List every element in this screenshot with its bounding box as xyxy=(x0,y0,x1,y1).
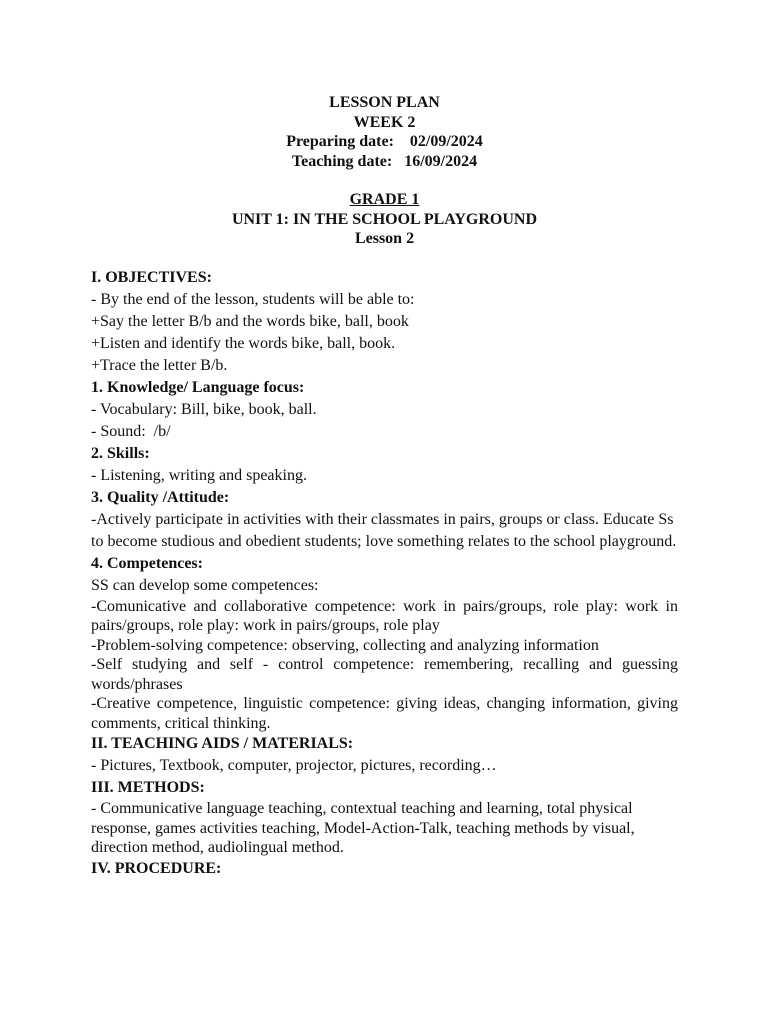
lesson-plan-document xyxy=(91,93,678,880)
competence-item: -Comunicative and collaborative competence: work in pairs/groups, role play: work in pairs/groups, role play: work in pairs/groups, role play xyxy=(91,597,678,634)
competences-intro: SS can develop some competences: xyxy=(91,576,319,594)
objectives-intro: - By the end of the lesson, students will be able to: xyxy=(91,290,415,308)
objectives-heading: I. OBJECTIVES: xyxy=(91,268,212,286)
quality-heading: 3. Quality /Attitude: xyxy=(91,488,230,506)
methods-text: - Communicative language teaching, contextual teaching and learning, total physical response, games activities teaching, Model-Action-Talk, teaching methods by visual, direction method, audiolingual method. xyxy=(91,800,635,856)
teaching-aids-text: - Pictures, Textbook, computer, projector, pictures, recording… xyxy=(91,757,497,774)
knowledge-heading: 1. Knowledge/ Language focus: xyxy=(91,378,305,396)
methods-heading: III. METHODS: xyxy=(91,779,205,796)
vocabulary-line: - Vocabulary: Bill, bike, book, ball. xyxy=(91,400,317,418)
objective-item: +Trace the letter B/b. xyxy=(91,356,228,374)
unit-title: UNIT 1: IN THE SCHOOL PLAYGROUND xyxy=(231,210,538,228)
objective-item: +Listen and identify the words bike, ball, book. xyxy=(91,334,396,352)
skills-text: - Listening, writing and speaking. xyxy=(91,466,307,484)
competence-item: -Self studying and self - control competence: remembering, recalling and guessing words/phrases xyxy=(91,656,678,693)
unit-header xyxy=(91,190,678,249)
teaching-date: Teaching date: 16/09/2024 xyxy=(291,152,478,170)
quality-text: -Actively participate in activities with their classmates in pairs, groups or class. Educate Ss to become studious and obedient students; love something relates to the school playground. xyxy=(91,510,677,550)
objective-item: +Say the letter B/b and the words bike, ball, book xyxy=(91,312,409,330)
teaching-aids-heading: II. TEACHING AIDS / MATERIALS: xyxy=(91,735,354,752)
sound-line: - Sound: /b/ xyxy=(91,422,171,440)
preparing-date: Preparing date: 02/09/2024 xyxy=(286,133,483,150)
spacer xyxy=(91,171,678,190)
doc-title: LESSON PLAN xyxy=(329,94,440,111)
competence-item: -Creative competence, linguistic competence: giving ideas, changing information, giving comments, critical thinking. xyxy=(91,695,678,732)
competence-item: -Problem-solving competence: observing, collecting and analyzing information xyxy=(91,636,599,654)
week-label: WEEK 2 xyxy=(353,113,416,131)
procedure-heading: IV. PROCEDURE: xyxy=(91,859,222,877)
competences-heading: 4. Competences: xyxy=(91,554,203,572)
grade-label: GRADE 1 xyxy=(349,191,420,208)
document-header xyxy=(91,93,678,171)
spacer xyxy=(91,249,678,267)
skills-heading: 2. Skills: xyxy=(91,444,150,462)
lesson-number: Lesson 2 xyxy=(354,230,415,247)
